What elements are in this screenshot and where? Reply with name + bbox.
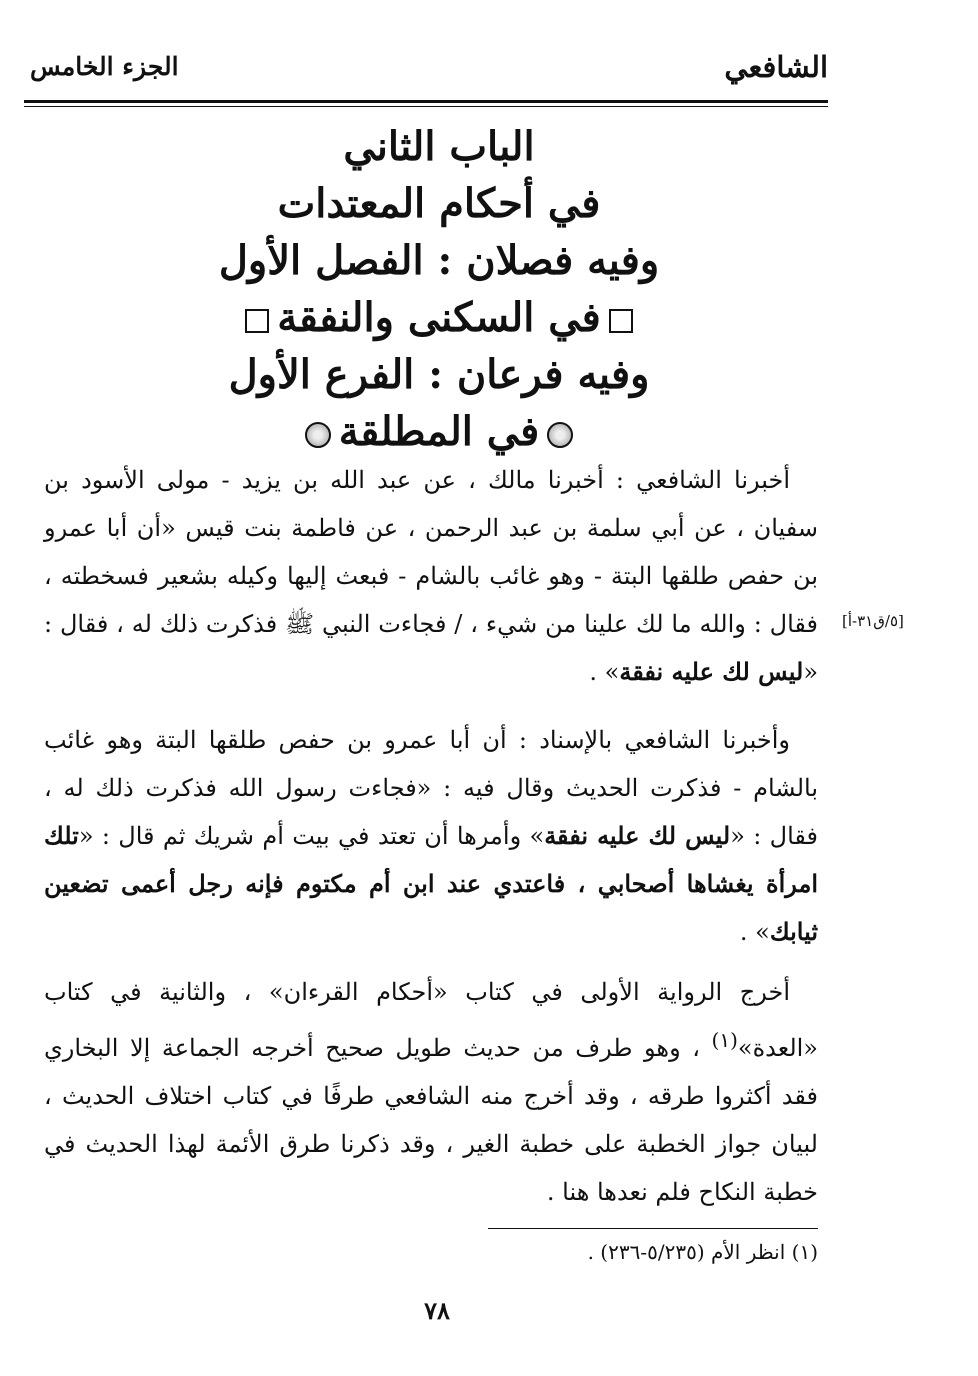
running-header: [30, 42, 828, 100]
book-title: الشافعي: [724, 50, 828, 84]
page-number: ٧٨: [424, 1296, 450, 1325]
hadith-quote: ليس لك عليه نفقة: [619, 657, 804, 686]
title-line-6: [200, 403, 678, 460]
square-ornament-icon: [609, 309, 633, 333]
footnote-marker: (١): [711, 1028, 738, 1052]
paragraph-text: أخرج الرواية الأولى في كتاب «أحكام القرءان» ، والثانية في كتاب «العدة»: [44, 978, 818, 1062]
paragraph-text: » .: [589, 658, 620, 686]
paragraph-text: » .: [739, 918, 770, 946]
title-line-2: في أحكام المعتدات: [277, 180, 601, 227]
footnote-rule: [488, 1228, 818, 1229]
square-ornament-icon: [245, 309, 269, 333]
header-rule-thin: [24, 106, 828, 107]
paragraph-1: [44, 456, 818, 696]
paragraph-text: أخبرنا الشافعي : أخبرنا مالك ، عن عبد الله بن يزيد - مولى الأسود بن سفيان ، عن أبي سلمة بن عبد الرحمن ، عن فاطمة بنت قيس «أن أبا عمرو بن حفص طلقها البتة - وهو غائب بالشام - فبعث إليها وكيله بشعير فسخطته ، فقال : والله ما لك علينا من شيء ، / فجاءت النبي ﷺ فذكرت ذلك له ، فقال : «: [44, 466, 818, 686]
hadith-quote: تلك امرأة يغشاها أصحابي ، فاعتدي عند ابن أم مكتوم فإنه رجل أعمى تضعين ثيابك: [44, 821, 818, 946]
title-line-1: الباب الثاني: [343, 123, 535, 170]
circle-ornament-icon: [547, 422, 573, 448]
paragraph-2: [44, 716, 818, 956]
title-line-5: وفيه فرعان : الفرع الأول: [228, 351, 650, 398]
part-label: الجزء الخامس: [30, 52, 179, 81]
header-rule-thick: [24, 100, 828, 103]
margin-reference: [٥/ق٣١-أ]: [842, 612, 904, 630]
subsection-title: في المطلقة: [338, 408, 540, 455]
paragraph-3: [44, 968, 818, 1216]
title-line-3: وفيه فصلان : الفصل الأول: [218, 237, 660, 284]
footnote: (١) انظر الأم (٥/٢٣٥-٢٣٦) .: [587, 1240, 818, 1264]
title-line-4: [200, 289, 678, 346]
paragraph-text: » وأمرها أن تعتد في بيت أم شريك ثم قال : «: [78, 822, 545, 850]
chapter-title: [200, 118, 678, 460]
paragraph-text: ، وهو طرف من حديث طويل صحيح أخرجه الجماعة إلا البخاري فقد أكثروا طرقه ، وقد أخرج منه الشافعي طرفًا في كتاب اختلاف الحديث ، لبيان جواز الخطبة على خطبة الغير ، وقد ذكرنا طرق الأئمة لهذا الحديث في خطبة النكاح فلم نعدها هنا .: [44, 1034, 818, 1206]
section-title: في السكنى والنفقة: [277, 294, 601, 341]
paragraph-text: وأخبرنا الشافعي بالإسناد : أن أبا عمرو بن حفص طلقها البتة وهو غائب بالشام - فذكرت الحديث وقال فيه : «فجاءت رسول الله فذكرت ذلك له ، فقال : «: [44, 726, 819, 850]
hadith-quote: ليس لك عليه نفقة: [544, 821, 731, 850]
circle-ornament-icon: [305, 422, 331, 448]
